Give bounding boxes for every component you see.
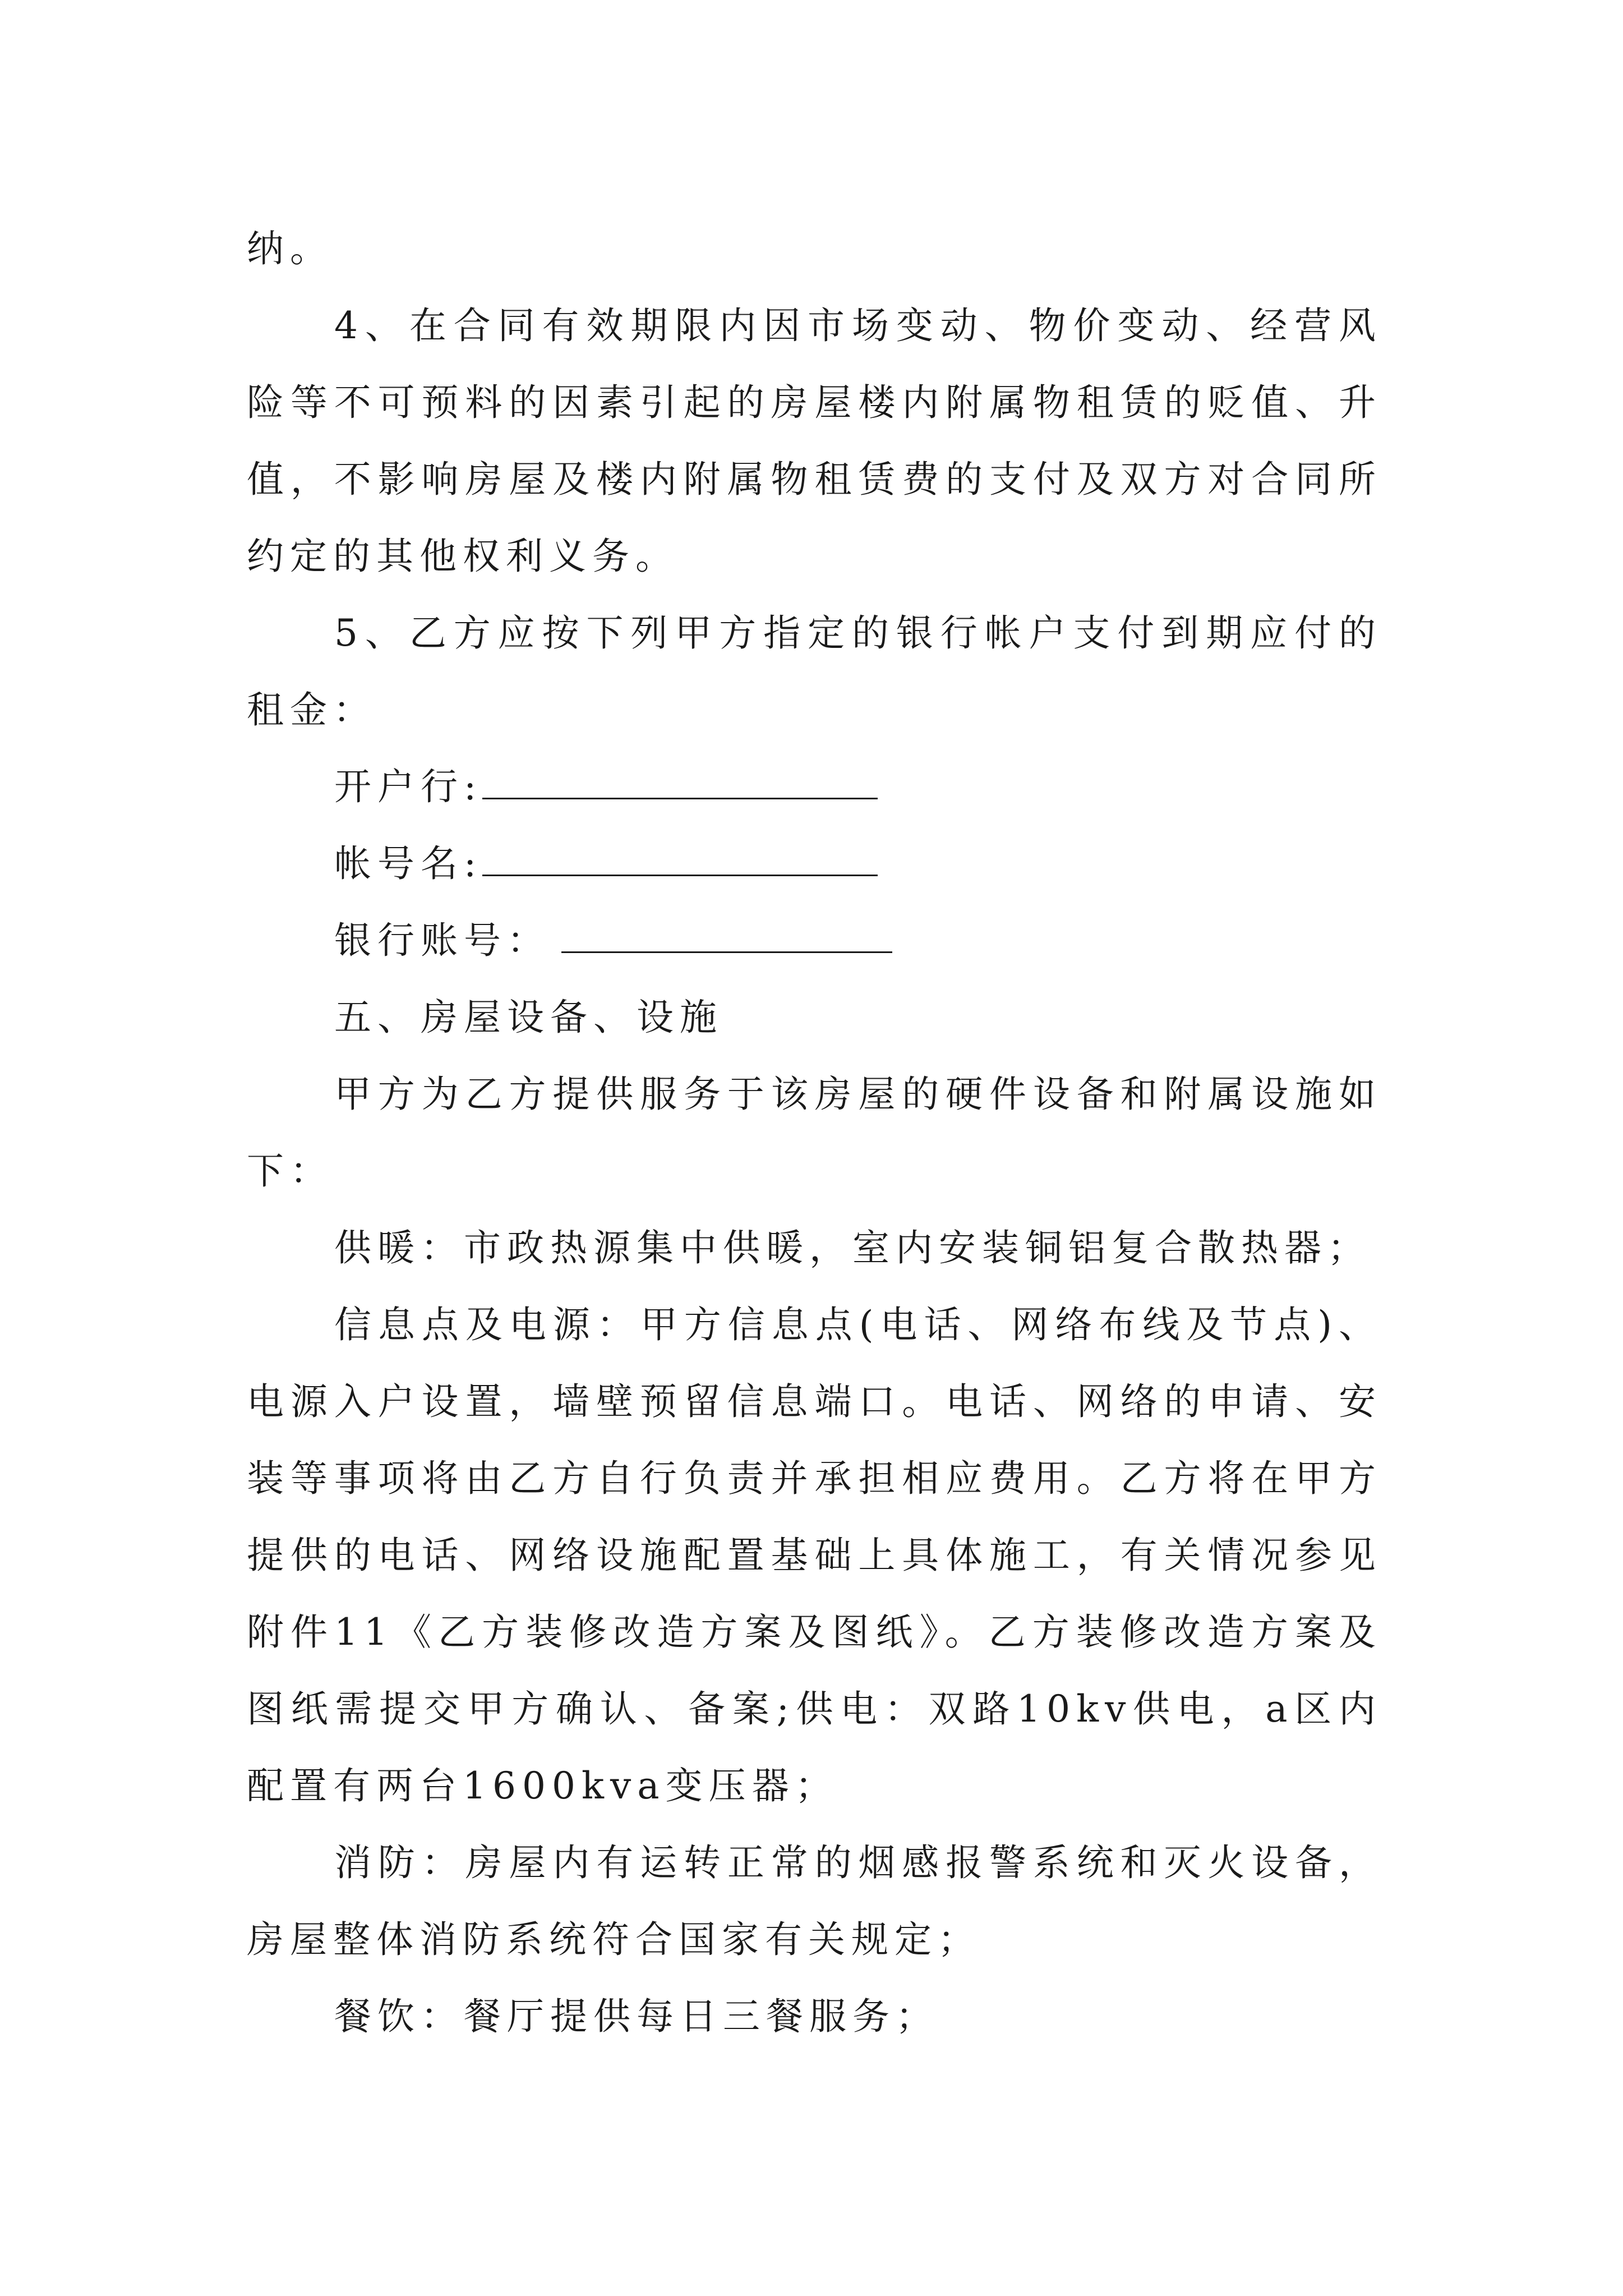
paragraph-catering: 餐饮：餐厅提供每日三餐服务； bbox=[334, 1995, 939, 2038]
section-heading: 五、房屋设备、设施 bbox=[334, 996, 723, 1039]
bank-label: 开户行: bbox=[334, 765, 483, 808]
paragraph-clause-4: 4、在合同有效期限内因市场变动、物价变动、经营风险等不可预料的因素引起的房屋楼内附属物租赁的贬值、升值，不影响房屋及楼内附属物租赁费的支付及双方对合同所约定的其他权利义务。 bbox=[247, 304, 1382, 578]
paragraph-clause-5: 5、乙方应按下列甲方指定的银行帐户支付到期应付的租金： bbox=[247, 611, 1382, 731]
account-number-field-row bbox=[247, 902, 1382, 979]
paragraph-facilities-intro: 甲方为乙方提供服务于该房屋的硬件设备和附属设施如下： bbox=[247, 1073, 1382, 1193]
account-number-blank bbox=[561, 921, 892, 953]
document-body bbox=[247, 210, 1382, 2055]
account-name-label: 帐号名: bbox=[334, 842, 483, 885]
bank-field-row bbox=[247, 748, 1382, 825]
paragraph-fire: 消防：房屋内有运转正常的烟感报警系统和灭火设备，房屋整体消防系统符合国家有关规定； bbox=[247, 1841, 1382, 1961]
account-name-field-row bbox=[247, 825, 1382, 902]
account-number-label: 银行账号： bbox=[334, 919, 550, 962]
bank-blank bbox=[482, 767, 878, 799]
account-name-blank bbox=[482, 844, 878, 876]
paragraph-info-power: 信息点及电源：甲方信息点(电话、网络布线及节点)、电源入户设置，墙壁预留信息端口。电话、网络的申请、安装等事项将由乙方自行负责并承担相应费用。乙方将在甲方提供的电话、网络设施配置基础上具体施工，有关情况参见附件11《乙方装修改造方案及图纸》。乙方装修改造方案及图纸需提交甲方确认、备案;供电：双路10kv供电，a区内配置有两台1600kva变压器； bbox=[247, 1303, 1382, 1807]
paragraph-heating: 供暖：市政热源集中供暖，室内安装铜铝复合散热器； bbox=[334, 1226, 1371, 1269]
paragraph-continuation: 纳。 bbox=[247, 227, 333, 270]
